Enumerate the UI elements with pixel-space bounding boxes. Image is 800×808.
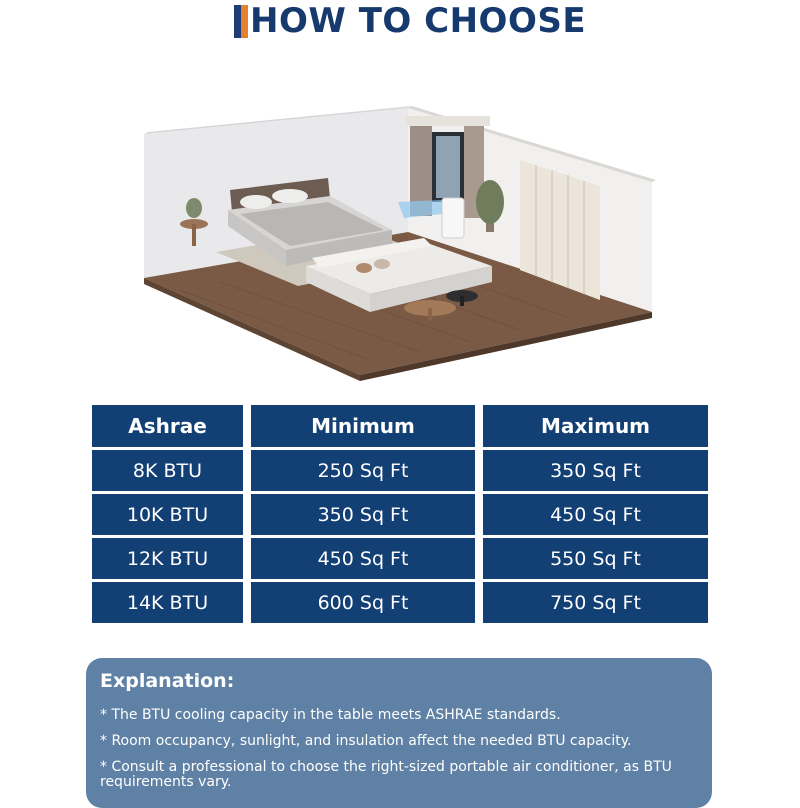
header-maximum: Maximum (483, 405, 708, 447)
title-accent-blue (234, 5, 241, 38)
header-minimum: Minimum (251, 405, 475, 447)
table-cell-maximum: 750 Sq Ft (483, 582, 708, 623)
table-cell-maximum: 550 Sq Ft (483, 538, 708, 579)
title-accent-orange (241, 5, 248, 38)
explanation-line: * Consult a professional to choose the right-sized portable air conditioner, as BTU requirements vary. (100, 759, 672, 790)
table-cell-btu: 14K BTU (92, 582, 243, 623)
explanation-line: * The BTU cooling capacity in the table meets ASHRAE standards. (100, 707, 561, 723)
table-cell-minimum: 250 Sq Ft (251, 450, 475, 491)
explanation-title: Explanation: (100, 670, 235, 692)
table-cell-maximum: 450 Sq Ft (483, 494, 708, 535)
explanation-line: * Room occupancy, sunlight, and insulation affect the needed BTU capacity. (100, 733, 632, 749)
title-section (0, 0, 800, 48)
table-cell-btu: 8K BTU (92, 450, 243, 491)
page-title: HOW TO CHOOSE (250, 1, 587, 41)
header-ashrae: Ashrae (92, 405, 243, 447)
table-cell-btu: 12K BTU (92, 538, 243, 579)
table-cell-maximum: 350 Sq Ft (483, 450, 708, 491)
table-cell-minimum: 600 Sq Ft (251, 582, 475, 623)
explanation-box (86, 658, 712, 808)
bedroom-illustration-icon (120, 90, 680, 390)
table-cell-minimum: 450 Sq Ft (251, 538, 475, 579)
table-cell-minimum: 350 Sq Ft (251, 494, 475, 535)
table-cell-btu: 10K BTU (92, 494, 243, 535)
